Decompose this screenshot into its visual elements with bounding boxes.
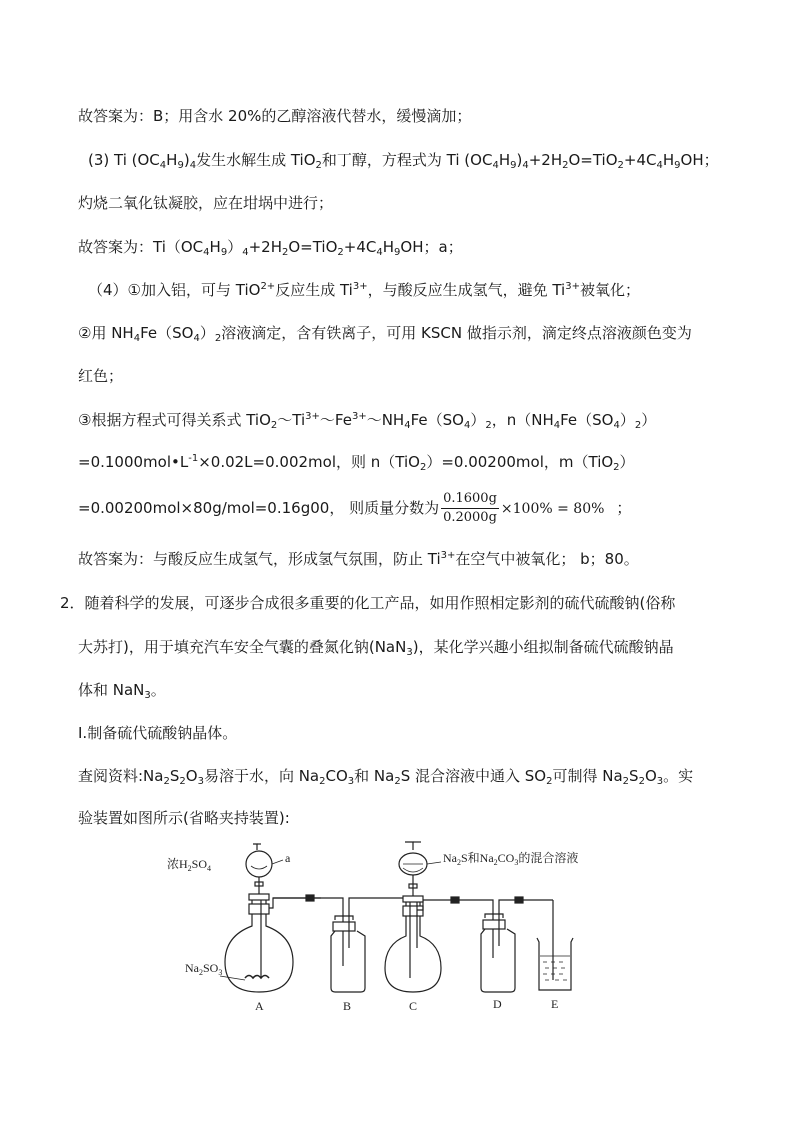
mass-fraction: $\frac{0.1600g}{0.2000g}$ bbox=[443, 491, 497, 525]
answer-line-3: 故答案为：$Ti(OC_4H_9)_4+2H_2O=TiO_2+4C_4H_9OH$；a； bbox=[78, 238, 463, 258]
flask-label-a: A bbox=[255, 999, 264, 1013]
question-2-reference-cont: 验装置如图所示(省略夹持装置): bbox=[78, 809, 290, 827]
flask-a bbox=[225, 896, 321, 992]
flask-label-e: E bbox=[551, 997, 559, 1011]
part4-step3: ③根据方程式可得关系式 $TiO_2\sim Ti^{3+}\sim Fe^{3+}\sim NH_4Fe(SO_4)_2$，$n(NH_4Fe(SO_4)_2)$ bbox=[78, 411, 657, 431]
label-valve-a: a bbox=[285, 851, 291, 865]
calcination-line: 灼烧二氧化钛凝胶，应在坩埚中进行； bbox=[78, 194, 334, 212]
label-mixed-solution: $Na_2S$和$Na_2CO_3$的混合溶液 bbox=[443, 851, 579, 867]
label-na2so3: $Na_2SO_3$ bbox=[185, 961, 223, 977]
flask-label-d: D bbox=[493, 997, 502, 1011]
flask-c bbox=[385, 898, 485, 992]
question-2-line-1: 2．随着科学的发展，可逐步合成很多重要的化工产品，如用作照相定影剂的硫代硫酸钠(俗称 bbox=[60, 594, 676, 612]
part4-step2-cont: 红色； bbox=[78, 367, 124, 385]
calc-line-1: $=0.1000mol•L^{-1}\times 0.02L=0.002mol$，则 n（TiO$_2$）=0.00200mol，m（TiO$_2$） bbox=[78, 453, 635, 473]
stopper-a bbox=[249, 894, 269, 900]
flask-label-c: C bbox=[409, 999, 418, 1013]
answer-line-1: 故答案为：B；用含水 20%的乙醇溶液代替水，缓慢滴加； bbox=[78, 107, 472, 125]
flask-label-b: B bbox=[343, 999, 352, 1013]
label-conc-h2so4: 浓$H_2SO_4$ bbox=[167, 857, 212, 873]
beaker-e bbox=[537, 938, 573, 990]
apparatus-diagram bbox=[165, 838, 635, 1018]
calc-line-2: =0.00200mol×80g/mol=0.16g00， 则质量分数为 $\frac{0.1600g}{0.2000g}$ ×100% = 80% ； bbox=[78, 491, 632, 525]
stopper-c bbox=[403, 896, 423, 902]
na2so3-solid bbox=[245, 976, 269, 979]
question-2-part-1: Ⅰ.制备硫代硫酸钠晶体。 bbox=[78, 724, 238, 742]
separatory-funnel-a bbox=[246, 844, 283, 896]
bottle-d bbox=[481, 900, 553, 992]
part4-step1: （4）①加入铝，可与 TiO$^{2+}$反应生成 $Ti^{3+}$，与酸反应生成氢气，避免 $Ti^{3+}$被氧化； bbox=[88, 281, 640, 299]
separatory-funnel-c bbox=[399, 842, 441, 898]
question-2-line-3: 体和 NaN$_3$。 bbox=[78, 681, 166, 701]
tube-d-e bbox=[515, 897, 553, 980]
equation-line-3: (3) Ti $(OC_4H_9)_4$发生水解生成 TiO$_2$和丁醇，方程式为 Ti $(OC_4H_9)_4+2H_2O=TiO_2+4C_4H_9OH$； bbox=[88, 151, 719, 171]
part4-step2: ②用 $NH_4Fe(SO_4)_2$溶液滴定，含有铁离子，可用 KSCN 做指示剂，滴定终点溶液颜色变为 bbox=[78, 324, 692, 344]
question-2-line-2: 大苏打)，用于填充汽车安全气囊的叠氮化钠(NaN$_3$)，某化学兴趣小组拟制备硫代硫酸钠晶 bbox=[78, 638, 674, 658]
answer-line-4: 故答案为：与酸反应生成氢气，形成氢气氛围，防止 $Ti^{3+}$在空气中被氧化； b；80。 bbox=[78, 550, 639, 568]
question-2-reference: 查阅资料$:Na_2S_2O_3$易溶于水，向 $Na_2CO_3$和 $Na_2S$ 混合溶液中通入 $SO_2$可制得 $Na_2S_2O_3$。实 bbox=[78, 767, 694, 787]
